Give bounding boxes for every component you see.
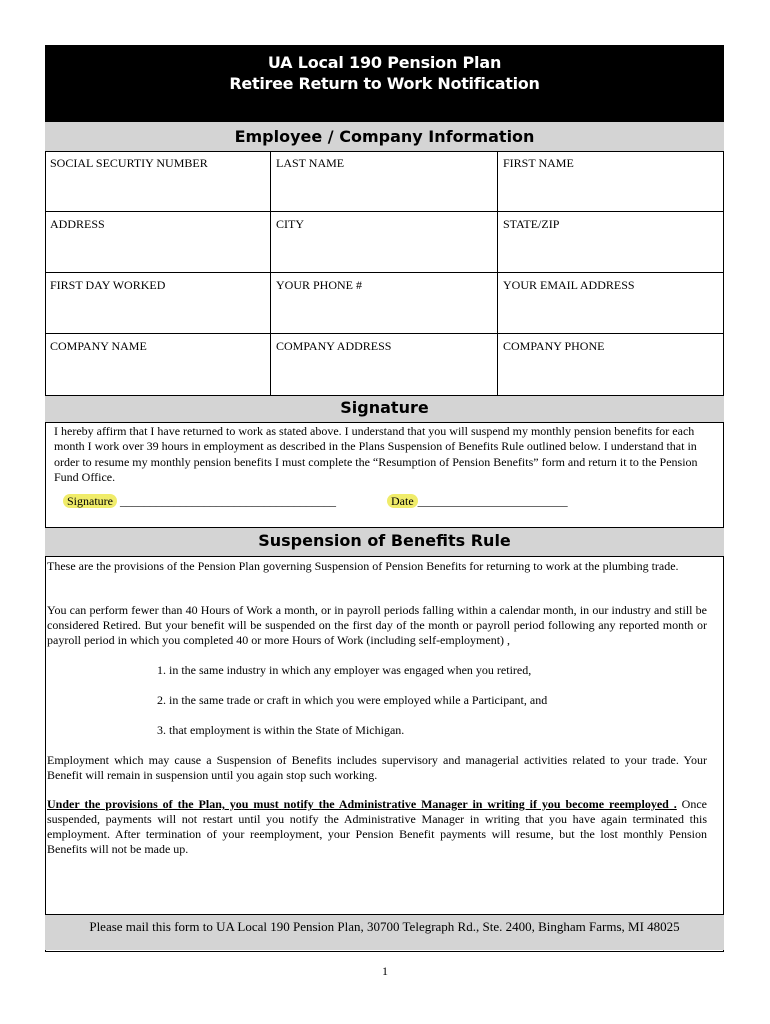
- form-subtitle: Retiree Return to Work Notification: [229, 74, 540, 93]
- phone-field[interactable]: [271, 273, 498, 334]
- ssn-label: SOCIAL SECURTIY NUMBER: [50, 156, 208, 170]
- employee-info-grid: [45, 151, 724, 395]
- state-zip-field[interactable]: [498, 212, 724, 273]
- form-title: UA Local 190 Pension Plan: [267, 53, 502, 72]
- rule-paragraph-2: You can perform fewer than 40 Hours of Work a month, or in payroll periods falling within a calendar month, in our industry and still be considered Retired. But your benefit will be suspended on the first day of the month or payroll period following any reported month or payroll period in which you completed 40 or more Hours of Work (including self-employment) ,: [47, 603, 707, 647]
- rule-paragraph-4: [47, 797, 707, 857]
- date-line[interactable]: _________________________: [417, 494, 568, 508]
- section-heading-signature: Signature: [45, 395, 724, 423]
- rule-item-1: 1. in the same industry in which any employer was engaged when you retired,: [157, 663, 532, 677]
- city-label: CITY: [276, 217, 304, 231]
- phone-label: YOUR PHONE #: [276, 278, 363, 292]
- first-day-worked-label: FIRST DAY WORKED: [50, 278, 166, 292]
- date-row: [387, 494, 568, 509]
- state-zip-label: STATE/ZIP: [503, 217, 560, 231]
- rule-paragraph-3: Employment which may cause a Suspension of Benefits includes supervisory and managerial activities related to your trade. Your Benefit will remain in suspension until you again stop such working.: [47, 753, 707, 782]
- last-name-field[interactable]: [271, 151, 498, 212]
- first-day-worked-field[interactable]: [45, 273, 271, 334]
- address-field[interactable]: [45, 212, 271, 273]
- city-field[interactable]: [271, 212, 498, 273]
- email-label: YOUR EMAIL ADDRESS: [503, 278, 635, 292]
- mailing-instructions: Please mail this form to UA Local 190 Pension Plan, 30700 Telegraph Rd., Ste. 2400, Bingham Farms, MI 48025: [45, 914, 724, 950]
- first-name-field[interactable]: [498, 151, 724, 212]
- page-number: 1: [382, 964, 388, 978]
- address-label: ADDRESS: [50, 217, 105, 231]
- first-name-label: FIRST NAME: [503, 156, 574, 170]
- company-address-label: COMPANY ADDRESS: [276, 339, 392, 353]
- signature-label: Signature: [63, 494, 117, 508]
- signature-line[interactable]: ____________________________________: [120, 494, 336, 508]
- company-address-field[interactable]: [271, 334, 498, 395]
- rule-notice-rest: Once suspended, payments will not restart until you notify the Administrative Manager in writing that you have again terminated this employment. After termination of your reemployment, your Pension Benefit payments will resume, but the lost monthly Pension Benefits will not be made up.: [47, 797, 707, 856]
- section-heading-employee: Employee / Company Information: [45, 121, 724, 152]
- signature-affirmation: I hereby affirm that I have returned to work as stated above. I understand that you will suspend my monthly pension benefits for each month I work over 39 hours in employment as described in the Plans Suspension of Benefits Rule outlined below. I understand that in order to resume my monthly pension benefits I must complete the “Resumption of Pension Benefits” form and return it to the Pension Fund Office.: [54, 424, 698, 484]
- date-label: Date: [387, 494, 418, 508]
- signature-row: [63, 494, 336, 509]
- last-name-label: LAST NAME: [276, 156, 345, 170]
- section-heading-rule: Suspension of Benefits Rule: [45, 527, 724, 557]
- rule-notice-emphasis: Under the provisions of the Plan, you must notify the Administrative Manager in writing if you become reemployed .: [47, 797, 677, 811]
- company-name-label: COMPANY NAME: [50, 339, 147, 353]
- email-field[interactable]: [498, 273, 724, 334]
- company-name-field[interactable]: [45, 334, 271, 395]
- form-title-bar: [45, 45, 724, 121]
- company-phone-label: COMPANY PHONE: [503, 339, 605, 353]
- ssn-field[interactable]: [45, 151, 271, 212]
- rule-item-3: 3. that employment is within the State of Michigan.: [157, 723, 405, 737]
- rule-item-2: 2. in the same trade or craft in which you were employed while a Participant, and: [157, 693, 548, 707]
- rule-paragraph-1: These are the provisions of the Pension Plan governing Suspension of Pension Benefits for returning to work at the plumbing trade.: [47, 559, 679, 573]
- company-phone-field[interactable]: [498, 334, 724, 395]
